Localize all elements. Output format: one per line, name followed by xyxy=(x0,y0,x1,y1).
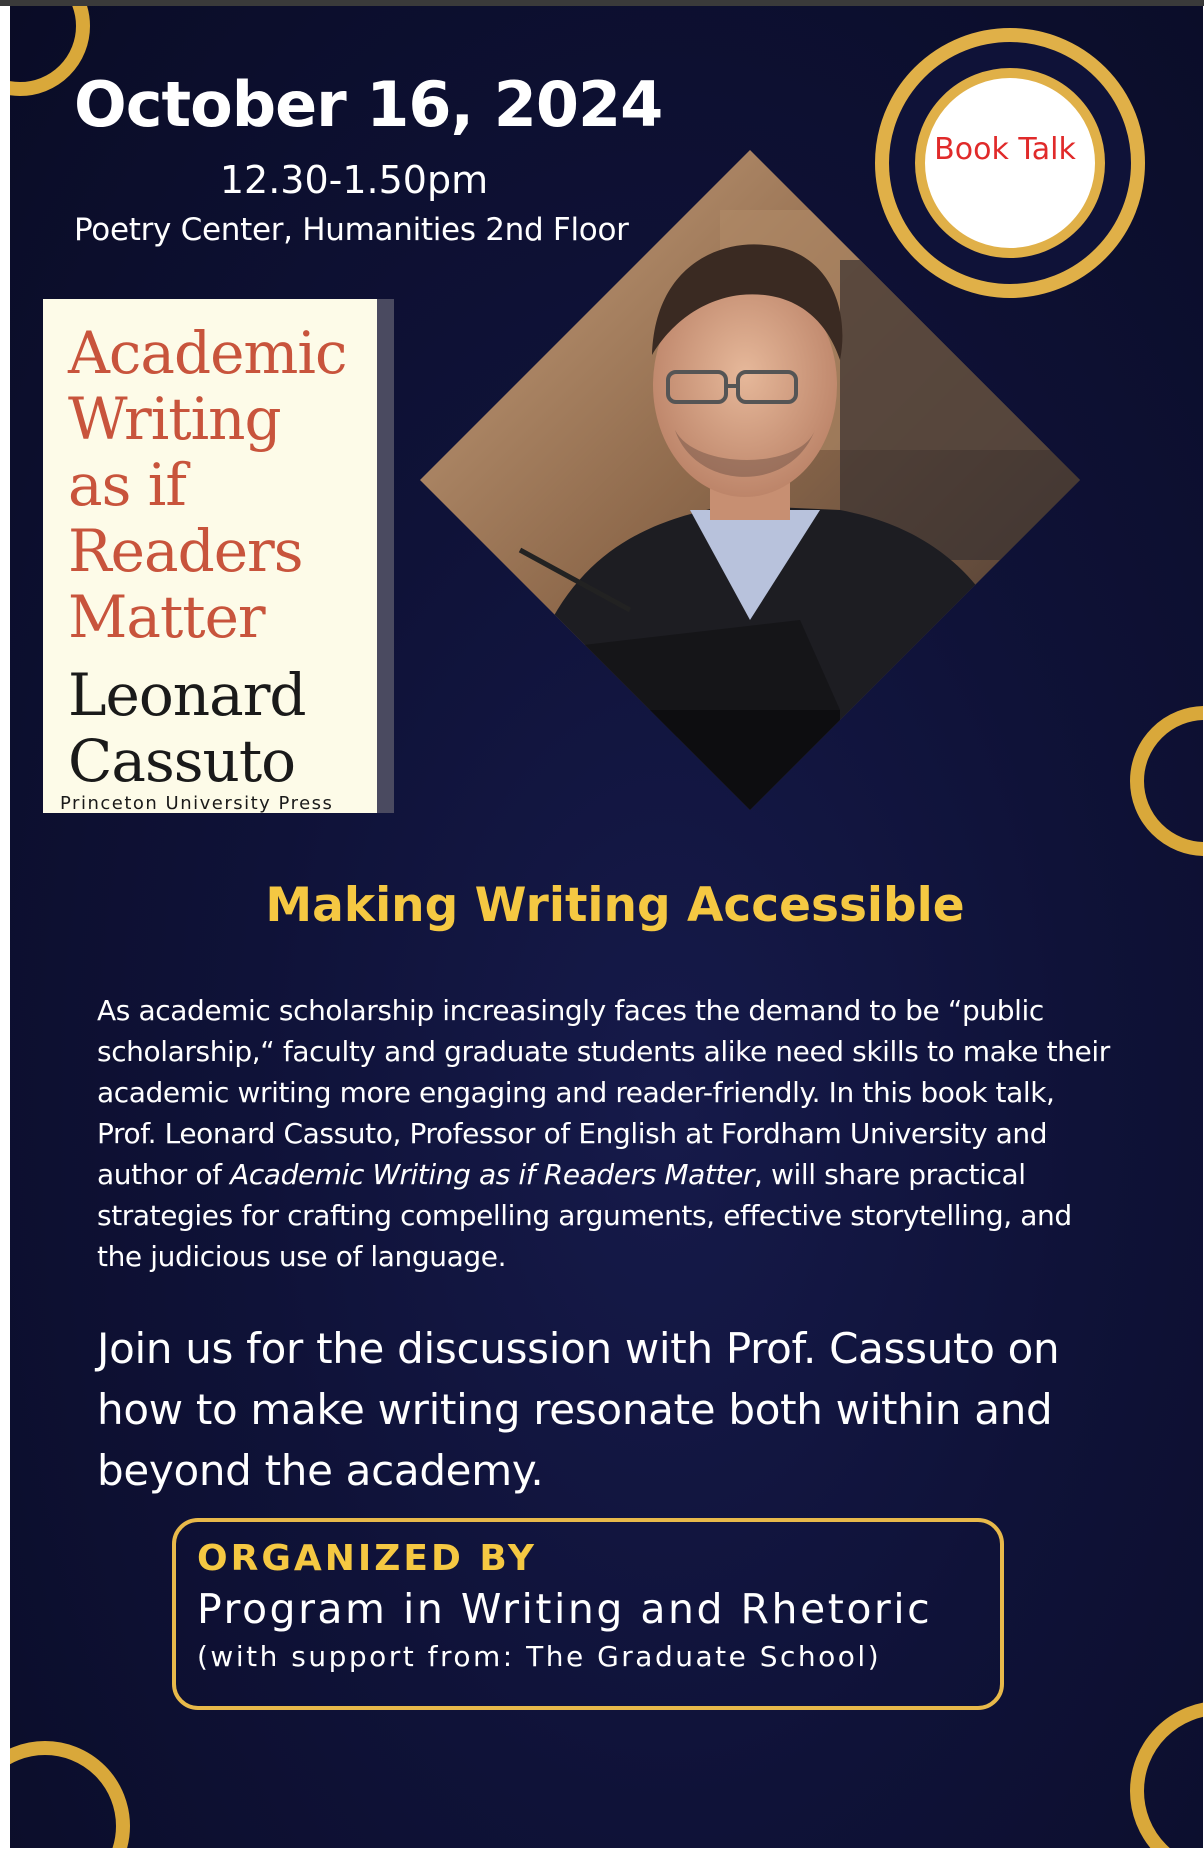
speaker-photo xyxy=(420,150,1080,810)
book-spine xyxy=(377,299,394,813)
description-text: As academic scholarship increasingly faces the demand to be “public scholarship,“ faculty and graduate students alike need skills to make their academic writing more engaging and reader-friendly. In this book talk, Prof. Leonard Cassuto, Professor of English at Fordham University and author of xyxy=(97,994,1110,1191)
event-venue: Poetry Center, Humanities 2nd Floor xyxy=(74,212,629,248)
book-title xyxy=(68,320,378,650)
event-date: October 16, 2024 xyxy=(74,68,663,141)
talk-heading: Making Writing Accessible xyxy=(265,878,965,933)
book-title-line: Academic xyxy=(68,319,347,387)
event-time: 12.30-1.50pm xyxy=(219,158,489,202)
organizer-support: (with support from: The Graduate School) xyxy=(197,1640,882,1673)
decor-ring-bottom-right xyxy=(1130,1701,1203,1848)
organizer-label: ORGANIZED BY xyxy=(197,1538,537,1579)
organizer-name: Program in Writing and Rhetoric xyxy=(197,1585,933,1633)
invitation-text: Join us for the discussion with Prof. Cassuto on how to make writing resonate both within and beyond the academy. xyxy=(97,1324,1060,1495)
description-text-end: , will share practical strategies for crafting compelling arguments, effective storytelling, and the judicious use of language. xyxy=(97,1158,1072,1273)
book-title-line: Readers xyxy=(68,517,303,585)
decor-ring-bottom-left xyxy=(10,1741,130,1848)
book-talk-badge: Book Talk xyxy=(934,132,1076,167)
description-book-title: Academic Writing as if Readers Matter xyxy=(230,1158,755,1191)
book-title-line: Matter xyxy=(68,583,265,651)
book-title-line: Writing xyxy=(68,385,281,453)
book-title-line: as if xyxy=(68,451,186,519)
book-author-line: Cassuto xyxy=(68,727,296,795)
book-publisher: Princeton University Press xyxy=(60,793,334,814)
talk-description xyxy=(97,990,1117,1277)
book-author-line: Leonard xyxy=(68,661,306,729)
decor-ring-right xyxy=(1130,706,1203,856)
book-author xyxy=(68,662,378,794)
